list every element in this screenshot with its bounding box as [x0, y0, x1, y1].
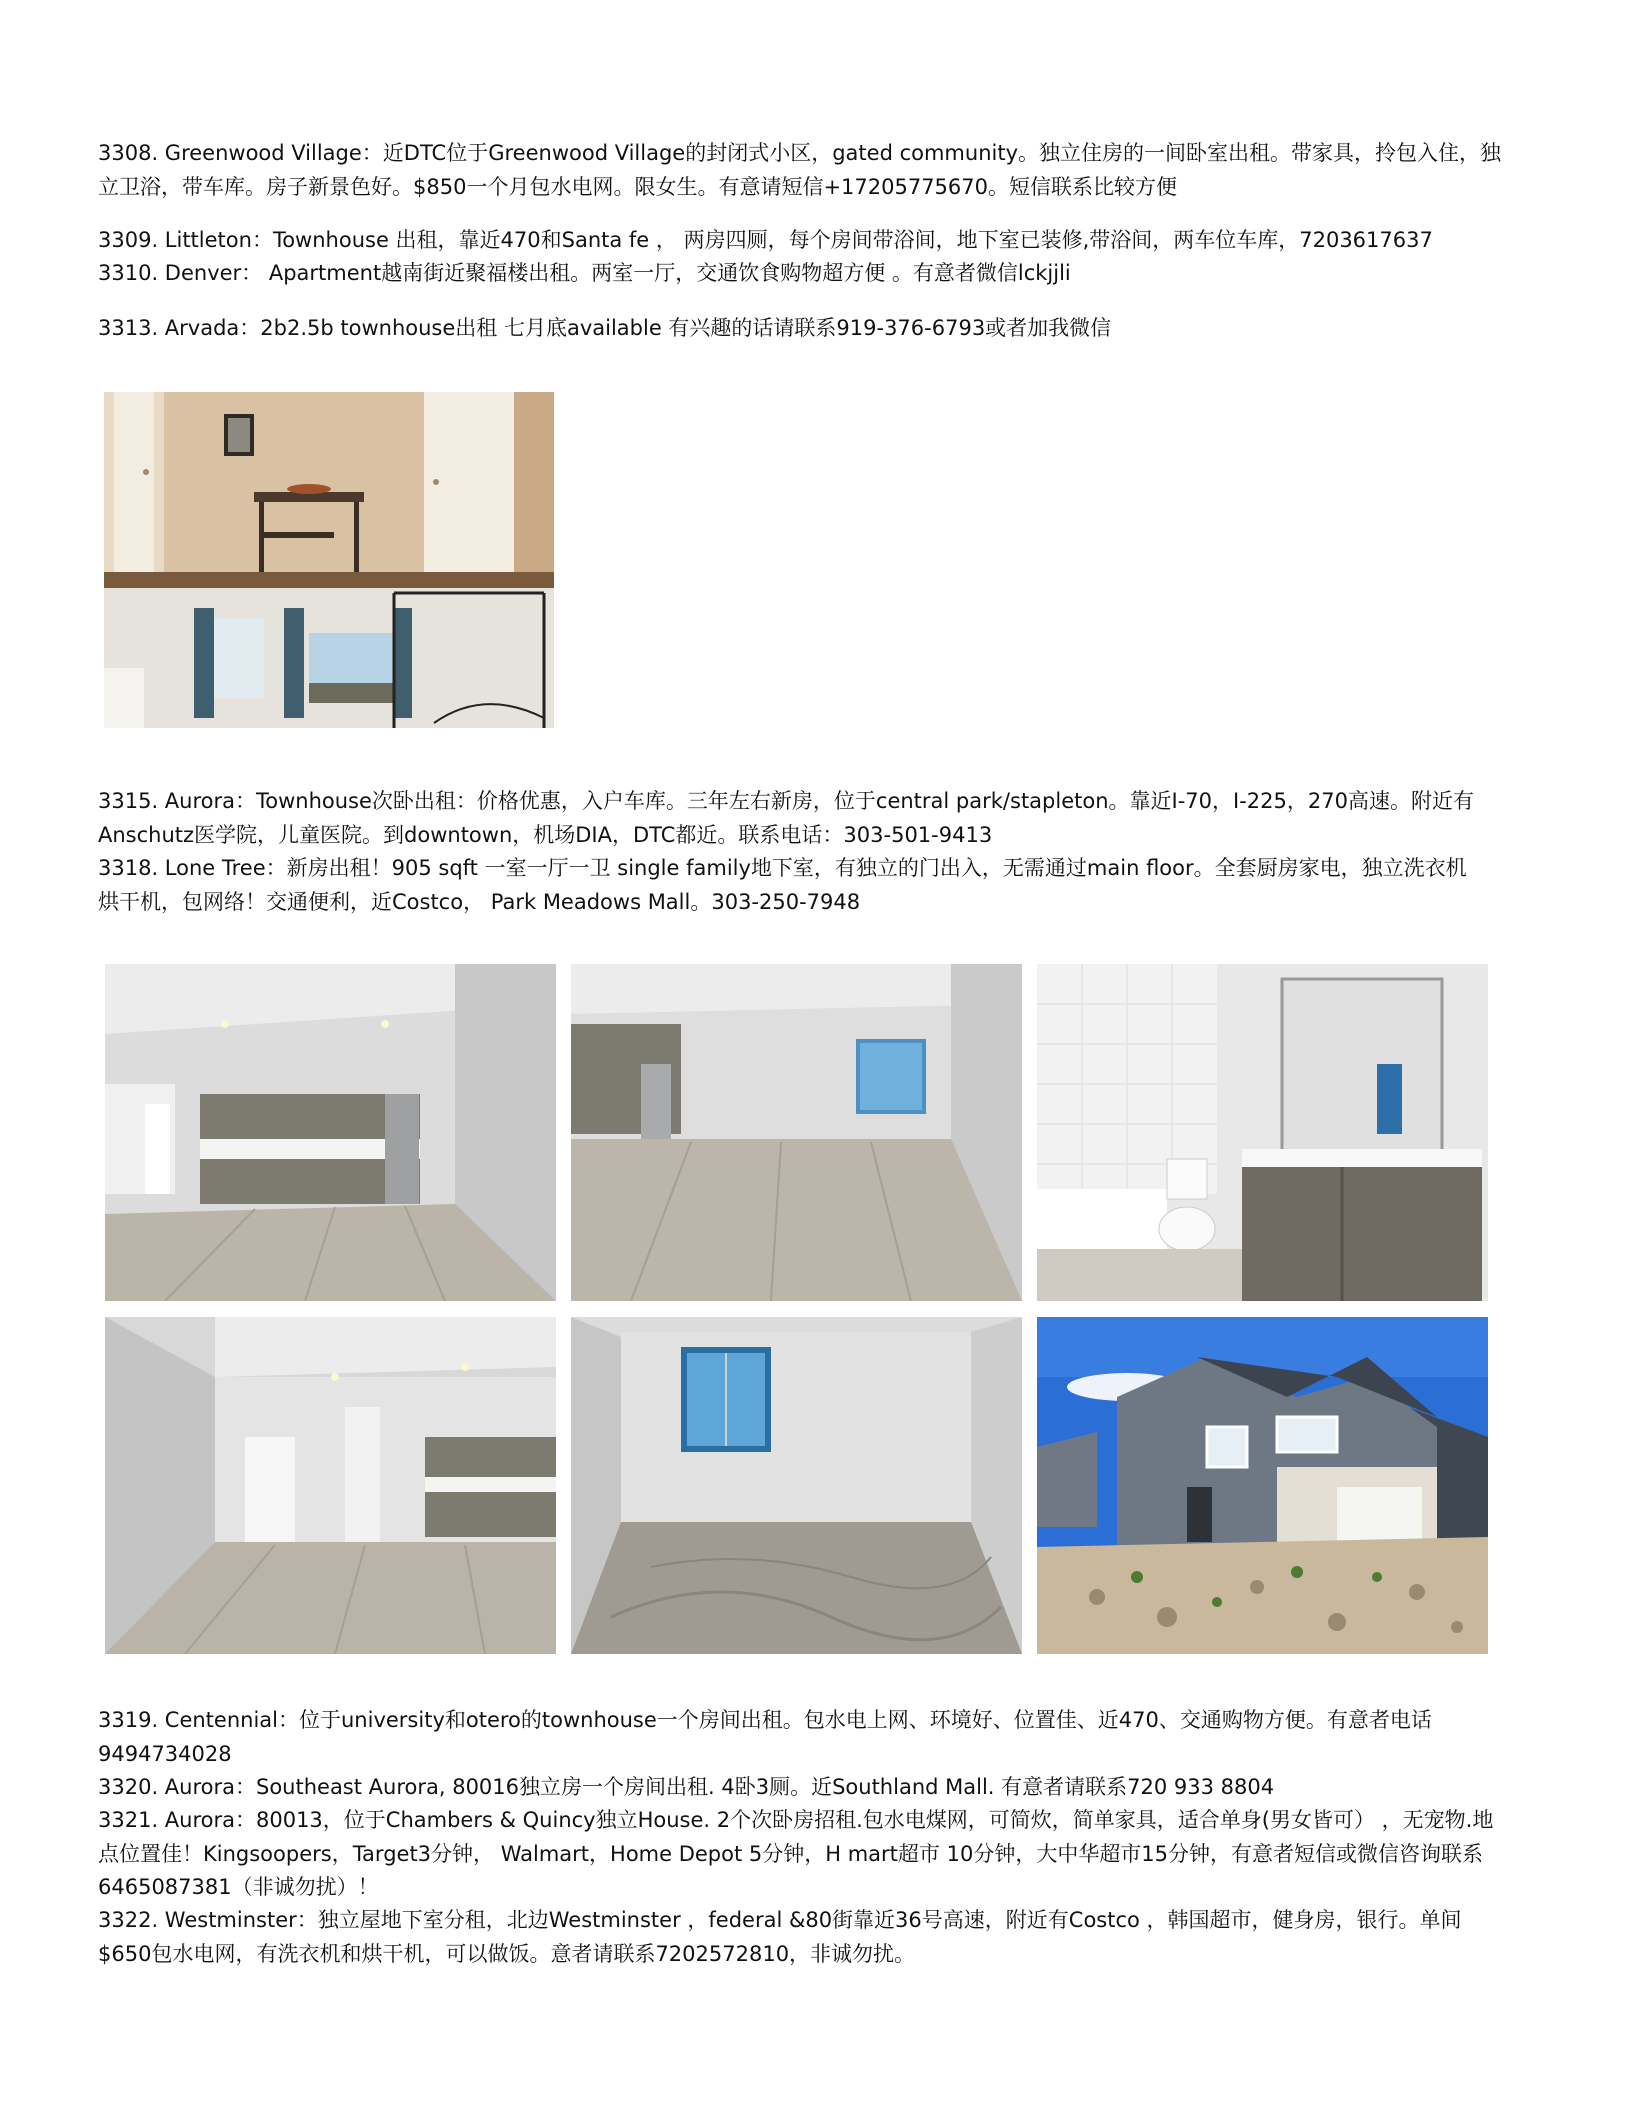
- listing-3318-line-1: 3318. Lone Tree：新房出租！905 sqft 一室一厅一卫 single family地下室，有独立的门出入，无需通过main floor。全套厨房家电，独立洗衣机: [98, 856, 1467, 880]
- listing-3309: [98, 224, 1518, 258]
- listing-3310: [98, 257, 1518, 291]
- listing-3309-line-1: 3309. Littleton：Townhouse 出租，靠近470和Santa fe ， 两房四厕，每个房间带浴间，地下室已装修,带浴间，两车位车库，7203617637: [98, 228, 1433, 252]
- listing-3322-line-1: 3322. Westminster：独立屋地下室分租，北边Westminster ，federal &80街靠近36号高速，附近有Costco ，韩国超市，健身房，银行。单间: [98, 1908, 1462, 1932]
- listing-3318-line-2: 烘干机，包网络！交通便利，近Costco， Park Meadows Mall。303-250-7948: [98, 889, 861, 914]
- living-room-window-photo: [571, 964, 1022, 1301]
- listing-3315-line-2: Anschutz医学院，儿童医院。到downtown，机场DIA，DTC都近。联系电话：303-501-9413: [98, 822, 993, 847]
- house-exterior-photo: [1037, 1317, 1488, 1654]
- listing-3319-line-2: 9494734028: [98, 1741, 232, 1766]
- listing-3320-line-1: 3320. Aurora：Southeast Aurora, 80016独立房一个房间出租. 4卧3厕。近Southland Mall. 有意者请联系720 933 8804: [98, 1775, 1275, 1799]
- listing-3315: [98, 785, 1518, 852]
- kitchen-photo: [105, 964, 556, 1301]
- listing-3308-line-1: 3308. Greenwood Village：近DTC位于Greenwood Village的封闭式小区，gated community。独立住房的一间卧室出租。带家具，拎包入住，独: [98, 141, 1501, 165]
- listing-3319-line-1: 3319. Centennial：位于university和otero的townhouse一个房间出租。包水电上网、环境好、位置佳、近470、交通购物方便。有意者电话: [98, 1708, 1432, 1732]
- listing-3308: [98, 137, 1518, 204]
- listing-3313-line-1: 3313. Arvada：2b2.5b townhouse出租 七月底available 有兴趣的话请联系919-376-6793或者加我微信: [98, 316, 1112, 340]
- bedroom-photo: [104, 588, 554, 728]
- listing-3318: [98, 852, 1518, 919]
- listing-3321-line-1: 3321. Aurora：80013，位于Chambers & Quincy独立House. 2个次卧房招租.包水电煤网，可简炊，简单家具，适合单身(男女皆可） ，无宠物.地: [98, 1808, 1494, 1832]
- listing-3320: [98, 1771, 1518, 1805]
- carpeted-room-photo: [571, 1317, 1022, 1654]
- listing-3313: [98, 312, 1518, 346]
- listing-3321-line-3: 6465087381（非诚勿扰）！: [98, 1875, 379, 1899]
- listing-3321-line-2: 点位置佳！Kingsoopers，Target3分钟， Walmart，Home Depot 5分钟，H mart超市 10分钟，大中华超市15分钟，有意者短信或微信咨询联系: [98, 1841, 1484, 1866]
- listing-3322-line-2: $650包水电网，有洗衣机和烘干机，可以做饭。意者请联系7202572810，非诚勿扰。: [98, 1941, 916, 1966]
- listing-3308-line-2: 立卫浴，带车库。房子新景色好。$850一个月包水电网。限女生。有意请短信+17205775670。短信联系比较方便: [98, 174, 1178, 199]
- listing-3319: [98, 1704, 1518, 1771]
- dining-room-photo: [104, 392, 554, 588]
- basement-hallway-photo: [105, 1317, 556, 1654]
- bathroom-photo: [1037, 964, 1488, 1301]
- listing-3322: [98, 1904, 1518, 1971]
- listing-3310-line-1: 3310. Denver： Apartment越南街近聚福楼出租。两室一厅，交通饮食购物超方便 。有意者微信lckjjli: [98, 261, 1071, 285]
- listing-3315-line-1: 3315. Aurora：Townhouse次卧出租：价格优惠，入户车库。三年左右新房，位于central park/stapleton。靠近I-70，I-225，270高速。附近有: [98, 789, 1474, 813]
- listing-3321: [98, 1804, 1518, 1905]
